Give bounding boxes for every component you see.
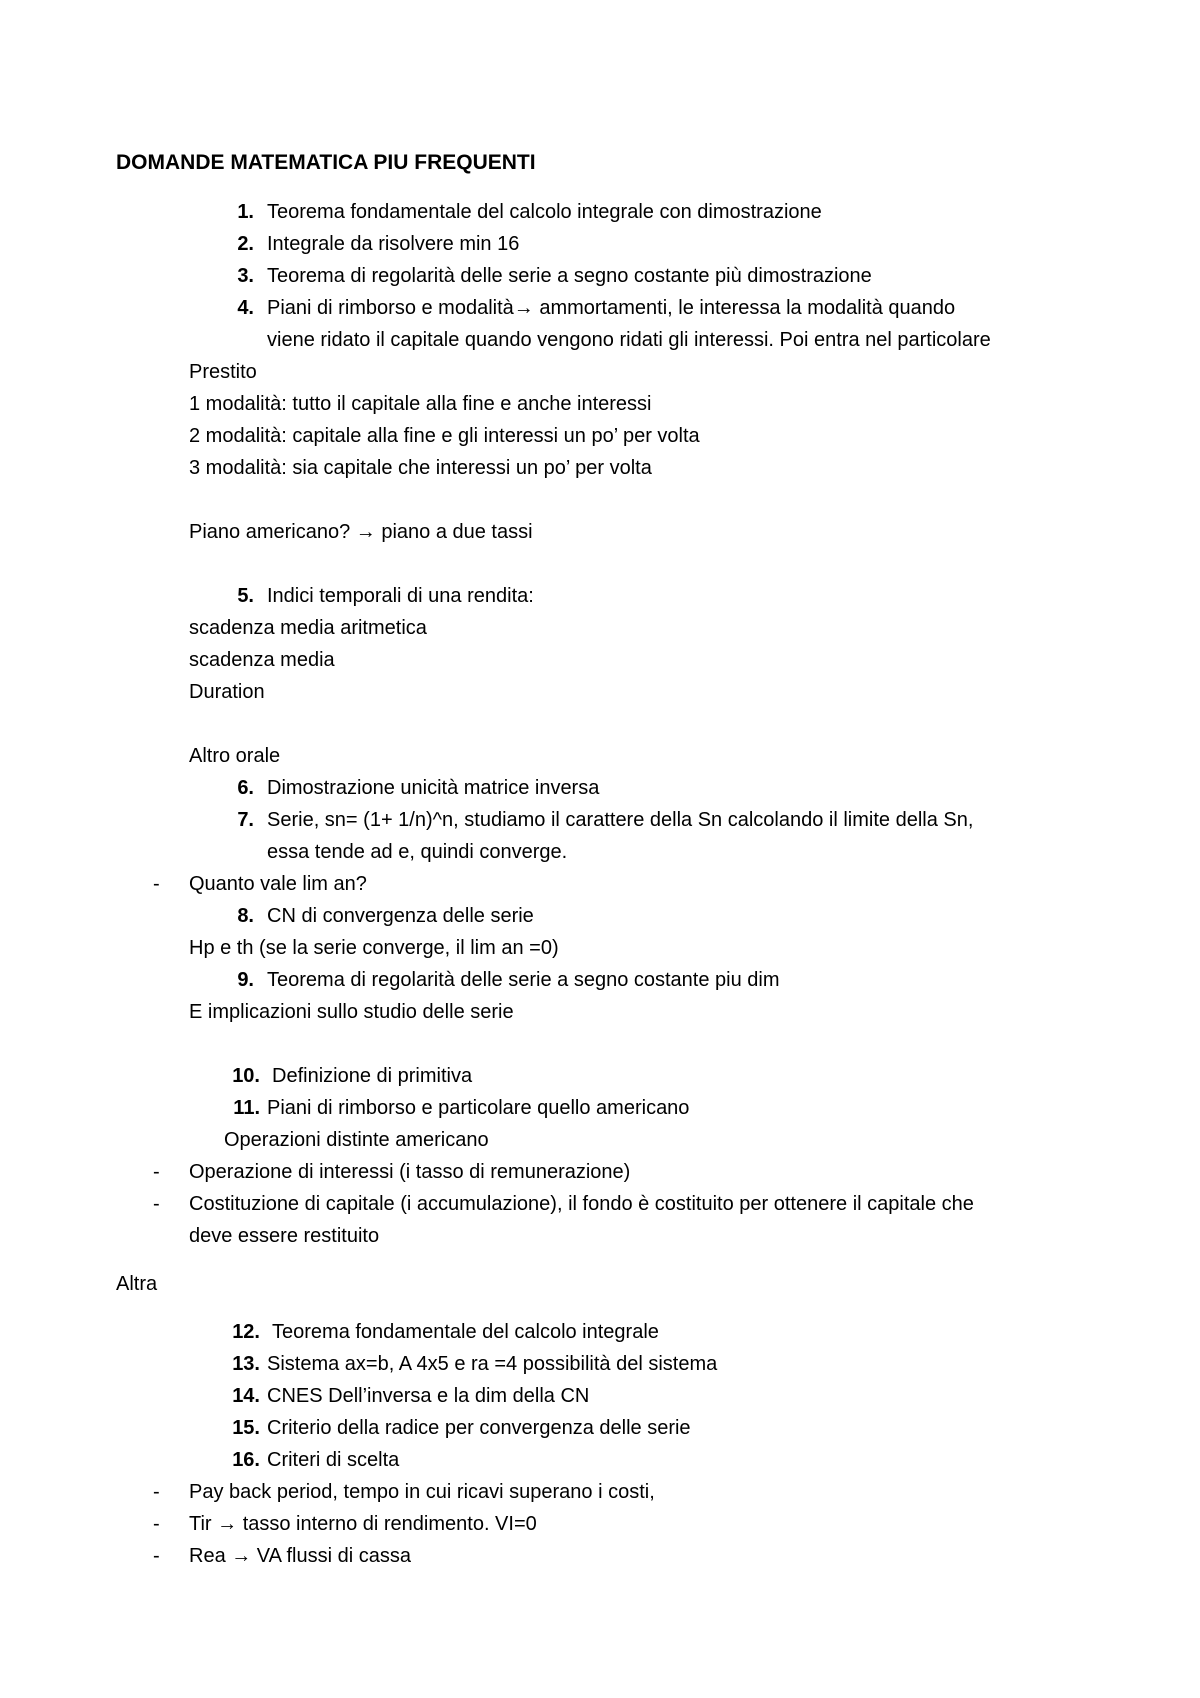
scadenza-media: scadenza media (189, 649, 335, 671)
item-number: 2. (237, 233, 254, 255)
item-text: CNES Dell’inversa e la dim della CN (267, 1385, 590, 1407)
duration: Duration (189, 681, 265, 703)
prestito-label: Prestito (189, 361, 257, 383)
item-text: Dimostrazione unicità matrice inversa (267, 777, 600, 799)
item-number: 4. (237, 297, 254, 319)
bullet-dash: - (153, 1193, 160, 1215)
modalita-2: 2 modalità: capitale alla fine e gli interessi un po’ per volta (189, 425, 700, 447)
tir: Tir → tasso interno di rendimento. VI=0 (189, 1513, 537, 1535)
item-text-continued: essa tende ad e, quindi converge. (267, 841, 568, 863)
item-number: 12. (232, 1321, 260, 1343)
piano-americano: Piano americano? → piano a due tassi (189, 521, 533, 543)
bullet-dash: - (153, 1513, 160, 1535)
altro-orale: Altro orale (189, 745, 281, 767)
altra-heading: Altra (116, 1273, 158, 1295)
operazione-interessi: Operazione di interessi (i tasso di remunerazione) (189, 1161, 631, 1183)
quanto-vale: Quanto vale lim an? (189, 873, 367, 895)
item-text: Piani di rimborso e particolare quello americano (267, 1097, 690, 1119)
item-text: Teorema di regolarità delle serie a segno costante piu dim (267, 969, 780, 991)
item-number: 16. (232, 1449, 260, 1471)
pay-back-period: Pay back period, tempo in cui ricavi superano i costi, (189, 1481, 655, 1503)
bullet-dash: - (153, 873, 160, 895)
item-number: 5. (237, 585, 254, 607)
item-text: Definizione di primitiva (272, 1065, 473, 1087)
item-number: 10. (232, 1065, 260, 1087)
item-number: 15. (232, 1417, 260, 1439)
bullet-dash: - (153, 1161, 160, 1183)
item-text: Teorema fondamentale del calcolo integrale (272, 1321, 659, 1343)
item-text: Integrale da risolvere min 16 (267, 233, 520, 255)
bullet-dash: - (153, 1481, 160, 1503)
page-title: DOMANDE MATEMATICA PIU FREQUENTI (116, 151, 536, 174)
costituzione-capitale: Costituzione di capitale (i accumulazione), il fondo è costituito per ottenere il capitale che (189, 1193, 974, 1215)
hp-th: Hp e th (se la serie converge, il lim an =0) (189, 937, 559, 959)
item-text: Piani di rimborso e modalità→ ammortamenti, le interessa la modalità quando (267, 297, 956, 319)
implicazioni: E implicazioni sullo studio delle serie (189, 1001, 514, 1023)
item-text: Serie, sn= (1+ 1/n)^n, studiamo il carattere della Sn calcolando il limite della Sn, (267, 809, 974, 831)
operazioni-distinte: Operazioni distinte americano (224, 1129, 489, 1151)
modalita-1: 1 modalità: tutto il capitale alla fine e anche interessi (189, 393, 652, 415)
item-number: 11. (233, 1097, 260, 1119)
item-text: CN di convergenza delle serie (267, 905, 534, 927)
item-text: Sistema ax=b, A 4x5 e ra =4 possibilità del sistema (267, 1353, 718, 1375)
item-text: Indici temporali di una rendita: (267, 585, 534, 607)
item-number: 6. (237, 777, 254, 799)
item-text-continued: viene ridato il capitale quando vengono ridati gli interessi. Poi entra nel particolare (267, 329, 991, 351)
item-number: 3. (237, 265, 254, 287)
item-text: Teorema fondamentale del calcolo integrale con dimostrazione (267, 201, 822, 223)
bullet-dash: - (153, 1545, 160, 1567)
item-number: 14. (232, 1385, 260, 1407)
item-number: 1. (237, 201, 254, 223)
scadenza-media-aritmetica: scadenza media aritmetica (189, 617, 427, 639)
item-number: 9. (237, 969, 254, 991)
modalita-3: 3 modalità: sia capitale che interessi un po’ per volta (189, 457, 652, 479)
item-number: 7. (237, 809, 254, 831)
item-text: Criterio della radice per convergenza delle serie (267, 1417, 691, 1439)
item-number: 13. (232, 1353, 260, 1375)
item-number: 8. (237, 905, 254, 927)
item-text: Criteri di scelta (267, 1449, 400, 1471)
costituzione-capitale-continued: deve essere restituito (189, 1225, 380, 1247)
item-text: Teorema di regolarità delle serie a segno costante più dimostrazione (267, 265, 872, 287)
rea: Rea → VA flussi di cassa (189, 1545, 411, 1567)
